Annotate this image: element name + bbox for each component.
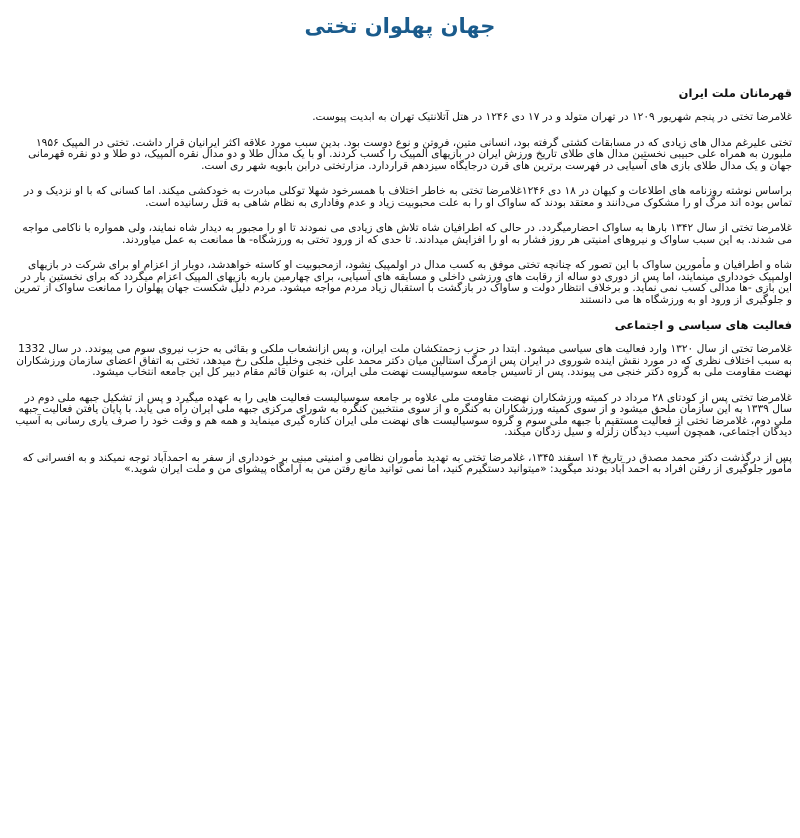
section-political-social [8,318,792,476]
paragraph-savak-summons: غلامرضا تختی از سال ۱۳۴۲ بارها به ساواک احضارمیگردد. در حالی که اطرافیان شاه تلاش های زیادی می نمودند تا او را مجبور به دیدار شاه نمایند، ولی همواره با ناکامی مواجه می شدند. به این سبب ساواک و نیروهای امنیتی هر روز فشار به او را افزایش میدادند. تا حدی که از ورود تختی به ورزشگاه- ها ممانعت به عمل میاوردند. [22,222,792,246]
paragraph-political-start: غلامرضا تختی از سال ۱۳۲۰ وارد فعالیت های سیاسی میشود. ابتدا در حزب زحمتکشان ملت ایران، و پس ازانشعاب ملکی و بقائی به حزب نیروی سوم می پیوندد. در سال 1332 به سبب اختلاف نظری که در مورد نقش اینده شوروی در ایران پس ازمرگ استالین میان دکتر محمد علی خنجی وخلیل ملکی رخ میدهد، تختی به اتفاق اعضای سازمان ورزشکاران نهضت مقاومت ملی به گروه دکتر خنجی می پیوندد. پس از تاسیس جامعه سوسیالیست نهضت ملی ایران، به عنوان قائم مقام دبیر کل این جامعه انتخاب میشود. [16,343,792,378]
paragraph-birth-death: غلامرضا تختی در پنجم شهریور ۱۲۰۹ در تهران متولد و در ۱۷ دی ۱۲۴۶ در هتل آتلانتیک تهران به ابدیت پیوست. [312,111,792,123]
paragraph-olympic-medals: تختی علیرغم مدال های زیادی که در مسابقات کشتی گرفته بود، انسانی متین، فروتن و نوع دوست بود. بدین سبب مورد علاقه اکثر ایرانیان قرار داشت. تختی در المپیک ۱۹۵۶ ملبورن به همراه علی حبیبی نخستین مدال های طلای تاریخ ورزش ایران در بازیهای المپیک را کسب کردند. او با یک مدال طلا و دو مدال نقره المپیک، دو طلا و دو نقره قهرمانی جهان و یک مدال طلای بازی های آسیایی در فهرست برترین های قرن درجایگاه سیزدهم قراردارد. مزارتختی درابن بابویه شهر ری است. [28,136,792,172]
paragraph-mosaddegh: پس از درگذشت دکتر محمد مصدق در تاریخ ۱۴ اسفند ۱۳۴۵، غلامرضا تختی به تهدید مأموران نظامی و امنیتی مبنی بر خودداری از سفر به احمدآباد توجه نمیکند و به افسرانی که مأمور جلوگیری از رفتن افراد به احمد آباد بودند میگوید: «میتوانید دستگیرم کنید، اما نمی توانید مانع رفتن من به آرامگاه پیشوای من و ملت ایران شوید.» [22,451,792,475]
section-heading-political: فعالیت های سیاسی و اجتماعی [614,318,792,332]
page-title: جهان پهلوان تختی [304,14,496,38]
paragraph-national-front: غلامرضا تختی پس از کودتای ۲۸ مرداد در کمیته ورزشکاران نهضت مقاومت ملی علاوه بر جامعه سوسیالیست فعالیت هایی را به عهده میگیرد و پس از تشکیل جبهه ملی دوم در سال ۱۳۳۹ به این سازمان ملحق میشود و از سوی کمیته ورزشکاران به کنگره و از سوی منتخبین کنگره به شورای مرکزی جبهه ملی ایران راه می یابد. با پایان یافتن فعالیت جبهه ملی دوم، غلامرضا تختی از فعالیت مستقیم با جبهه ملی سوم و گروه سوسیالیست های نهضت ملی ایران کناره گیری مینماید و همه هم و وقت خود را صرف یاری رسانی به آسیب دیدگان اجتماعی، همچون آسیب دیدگان زلزله و سیل زدگان میکند. [15,391,792,438]
paragraph-olympic-dispatch: شاه و اطرافیان و مأمورین ساواک با این تصور که چنانچه تختی موفق به کسب مدال در اولمپیک نشود، ازمحبوبیت او کاسته خواهدشد، دوبار از اعزام او برای شرکت در بازیهای اولمپیک خودداری مینمایند، اما پس از دوری دو ساله از رقابت های ورزشی داخلی و مسابقه های آسیایی، برای چهارمین باربه بازیهای المپیک اعزام میگردد که برای نخستین بار در این بازی -ها مدالی کسب نمی نماید. و برخلاف انتظار دولت و ساواک در بازگشت با استقبال زیاد مردم مواجه میشود. مردم دلیل شکست جهان پهلوان را ممانعت ساواک از تمرین و جلوگیری از ورود او به ورزشگاه ها می دانستند [14,259,792,306]
section-heading-heroes: قهرمانان ملت ایران [678,86,792,100]
paragraph-death-reports: براساس نوشته روزنامه های اطلاعات و کیهان در ۱۸ دی ۱۲۴۶غلامرضا تختی به خاطر اختلاف با همسرخود شهلا توکلی مبادرت به خودکشی میکند. اما کسانی که با او نزدیک و در تماس بوده اند مرگ او را مشکوک می‌دانند و معتقد بودند که ساواک او را به علت محبوبیت زیاد و عدم وفاداری به نظام شاهی به قتل رسانیده است. [24,185,792,209]
page-container [4,12,796,476]
title-spacer [8,40,792,86]
section-heroes [8,86,792,306]
